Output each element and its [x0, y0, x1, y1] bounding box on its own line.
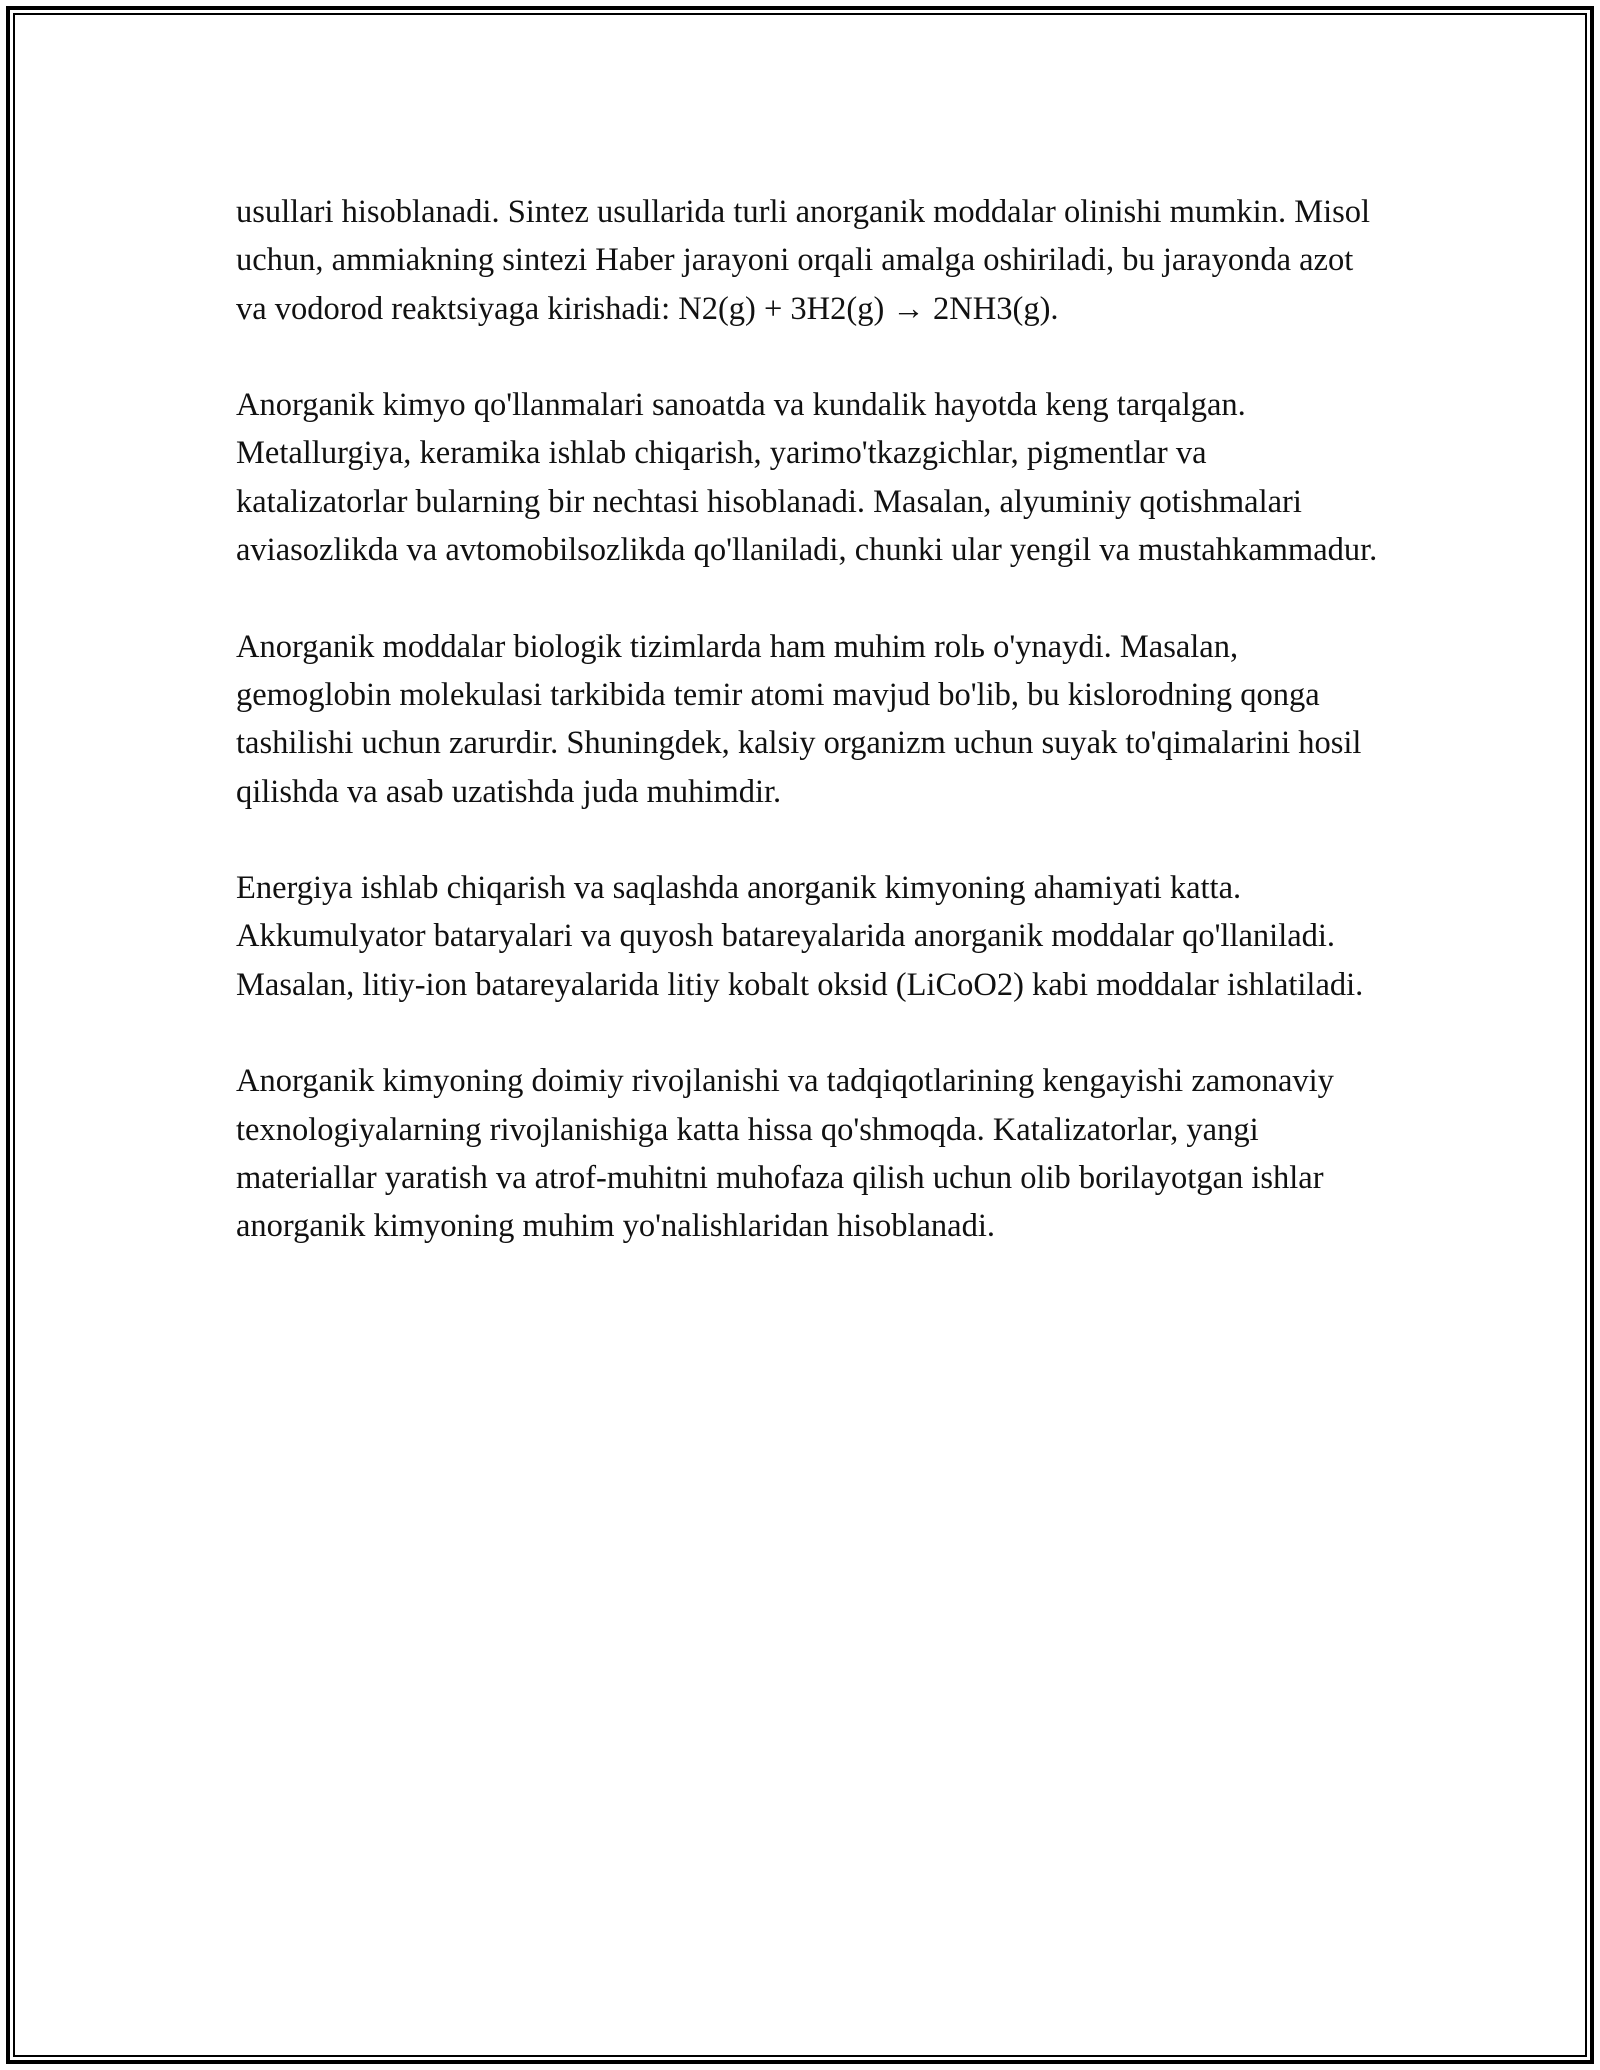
- paragraph-industrial-applications: Anorganik kimyo qo'llanmalari sanoatda va kundalik hayotda keng tarqalgan. Metallurgiya, keramika ishlab chiqarish, yarimo'tkazgichlar, pigmentlar va katalizatorlar bularning bir nechtasi hisoblanadi. Masalan, alyuminiy qotishmalari aviasozlikda va avtomobilsozlikda qo'llaniladi, chunki ular yengil va mustahkammadur.: [236, 387, 1378, 569]
- paragraph-energy-storage: Energiya ishlab chiqarish va saqlashda anorganik kimyoning ahamiyati katta. Akkumulyator bataryalari va quyosh batareyalarida anorganik moddalar qo'llaniladi. Masalan, litiy-ion batareyalarida litiy kobalt oksid (LiCoO2) kabi moddalar ishlatiladi.: [236, 870, 1364, 1003]
- document-body: [236, 188, 1386, 1251]
- paragraph-future-development: Anorganik kimyoning doimiy rivojlanishi va tadqiqotlarining kengayishi zamonaviy texnologiyalarning rivojlanishiga katta hissa qo'shmoqda. Katalizatorlar, yangi materiallar yaratish va atrof-muhitni muhofaza qilish uchun olib borilayotgan ishlar anorganik kimyoning muhim yo'nalishlaridan hisoblanadi.: [236, 1063, 1334, 1245]
- paragraph-synthesis-methods: usullari hisoblanadi. Sintez usullarida turli anorganik moddalar olinishi mumkin. Misol uchun, ammiakning sintezi Haber jarayoni orqali amalga oshiriladi, bu jarayonda azot va vodorod reaktsiyaga kirishadi: N2(g) + 3H2(g) → 2NH3(g).: [236, 194, 1371, 327]
- paragraph-biological-role: Anorganik moddalar biologik tizimlarda ham muhim rolь o'ynaydi. Masalan, gemoglobin molekulasi tarkibida temir atomi mavjud bo'lib, bu kislorodning qonga tashilishi uchun zarurdir. Shuningdek, kalsiy organizm uchun suyak to'qimalarini hosil qilishda va asab uzatishda juda muhimdir.: [236, 628, 1362, 810]
